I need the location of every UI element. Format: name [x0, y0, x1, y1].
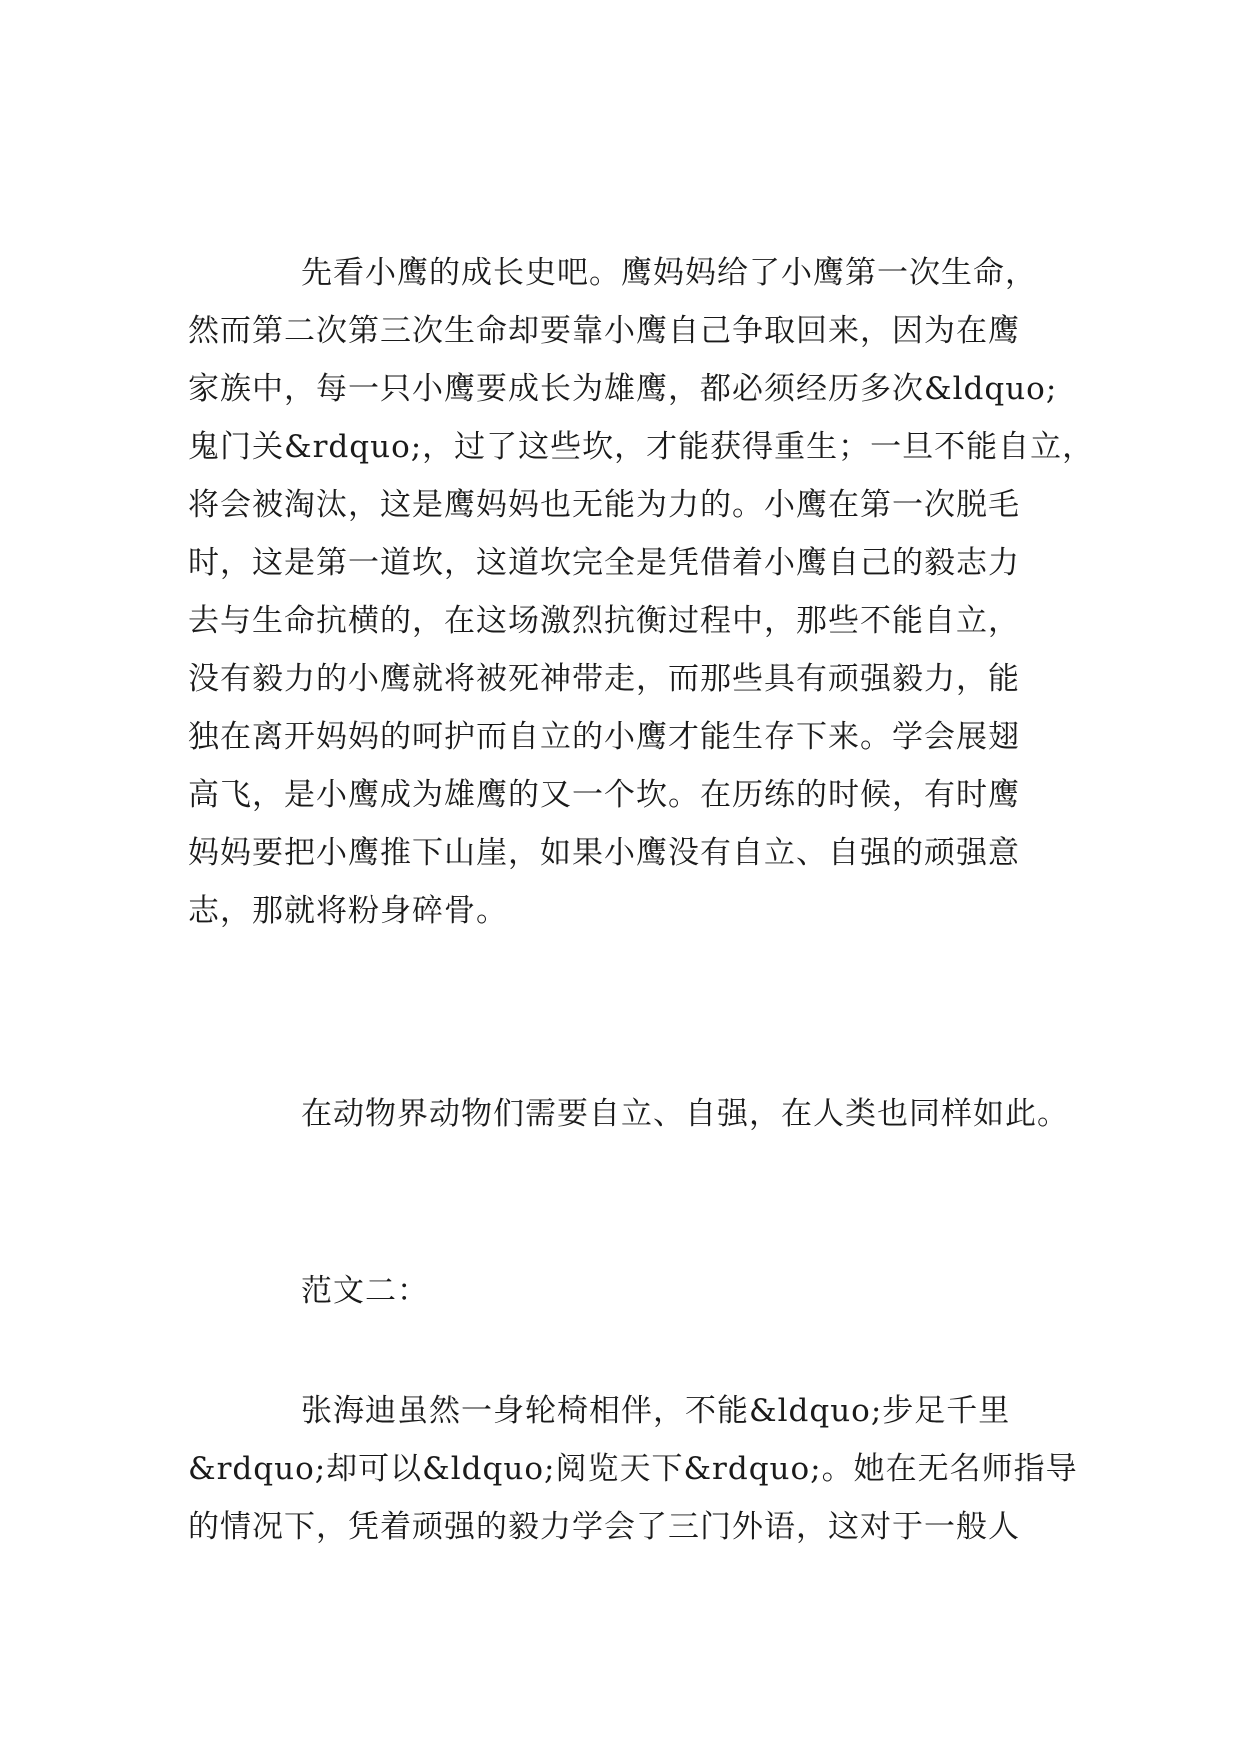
text-line: 将会被淘汰，这是鹰妈妈也无能为力的。小鹰在第一次脱毛	[188, 487, 1020, 523]
text-line: 独在离开妈妈的呵护而自立的小鹰才能生存下来。学会展翅	[188, 719, 1020, 755]
text-line: 的情况下，凭着顽强的毅力学会了三门外语，这对于一般人	[188, 1509, 1020, 1545]
text-line: 鬼门关&rdquo;，过了这些坎，才能获得重生；一旦不能自立，	[188, 429, 1095, 465]
section-heading	[188, 1262, 1068, 1320]
text-line: 先看小鹰的成长史吧。鹰妈妈给了小鹰第一次生命，	[301, 255, 1037, 291]
text-line: 在动物界动物们需要自立、自强，在人类也同样如此。	[301, 1096, 1069, 1132]
text-line: 妈妈要把小鹰推下山崖，如果小鹰没有自立、自强的顽强意	[188, 835, 1020, 871]
text-line: 时，这是第一道坎，这道坎完全是凭借着小鹰自己的毅志力	[188, 545, 1020, 581]
text-line: 没有毅力的小鹰就将被死神带走，而那些具有顽强毅力，能	[188, 661, 1020, 697]
paragraph-eagle-growth	[188, 244, 1095, 940]
text-line: 张海迪虽然一身轮椅相伴，不能&ldquo;步足千里	[301, 1393, 1011, 1429]
text-line: &rdquo;却可以&ldquo;阅览天下&rdquo;。她在无名师指导	[188, 1451, 1078, 1487]
paragraph-transition	[188, 1085, 1068, 1143]
text-line: 高飞，是小鹰成为雄鹰的又一个坎。在历练的时候，有时鹰	[188, 777, 1020, 813]
text-line: 家族中，每一只小鹰要成长为雄鹰，都必须经历多次&ldquo;	[188, 371, 1058, 407]
text-line: 范文二：	[301, 1273, 429, 1309]
paragraph-zhang-haidi	[188, 1382, 1078, 1556]
text-line: 去与生命抗横的，在这场激烈抗衡过程中，那些不能自立，	[188, 603, 1020, 639]
text-line: 志，那就将粉身碎骨。	[188, 893, 508, 929]
text-line: 然而第二次第三次生命却要靠小鹰自己争取回来，因为在鹰	[188, 313, 1020, 349]
